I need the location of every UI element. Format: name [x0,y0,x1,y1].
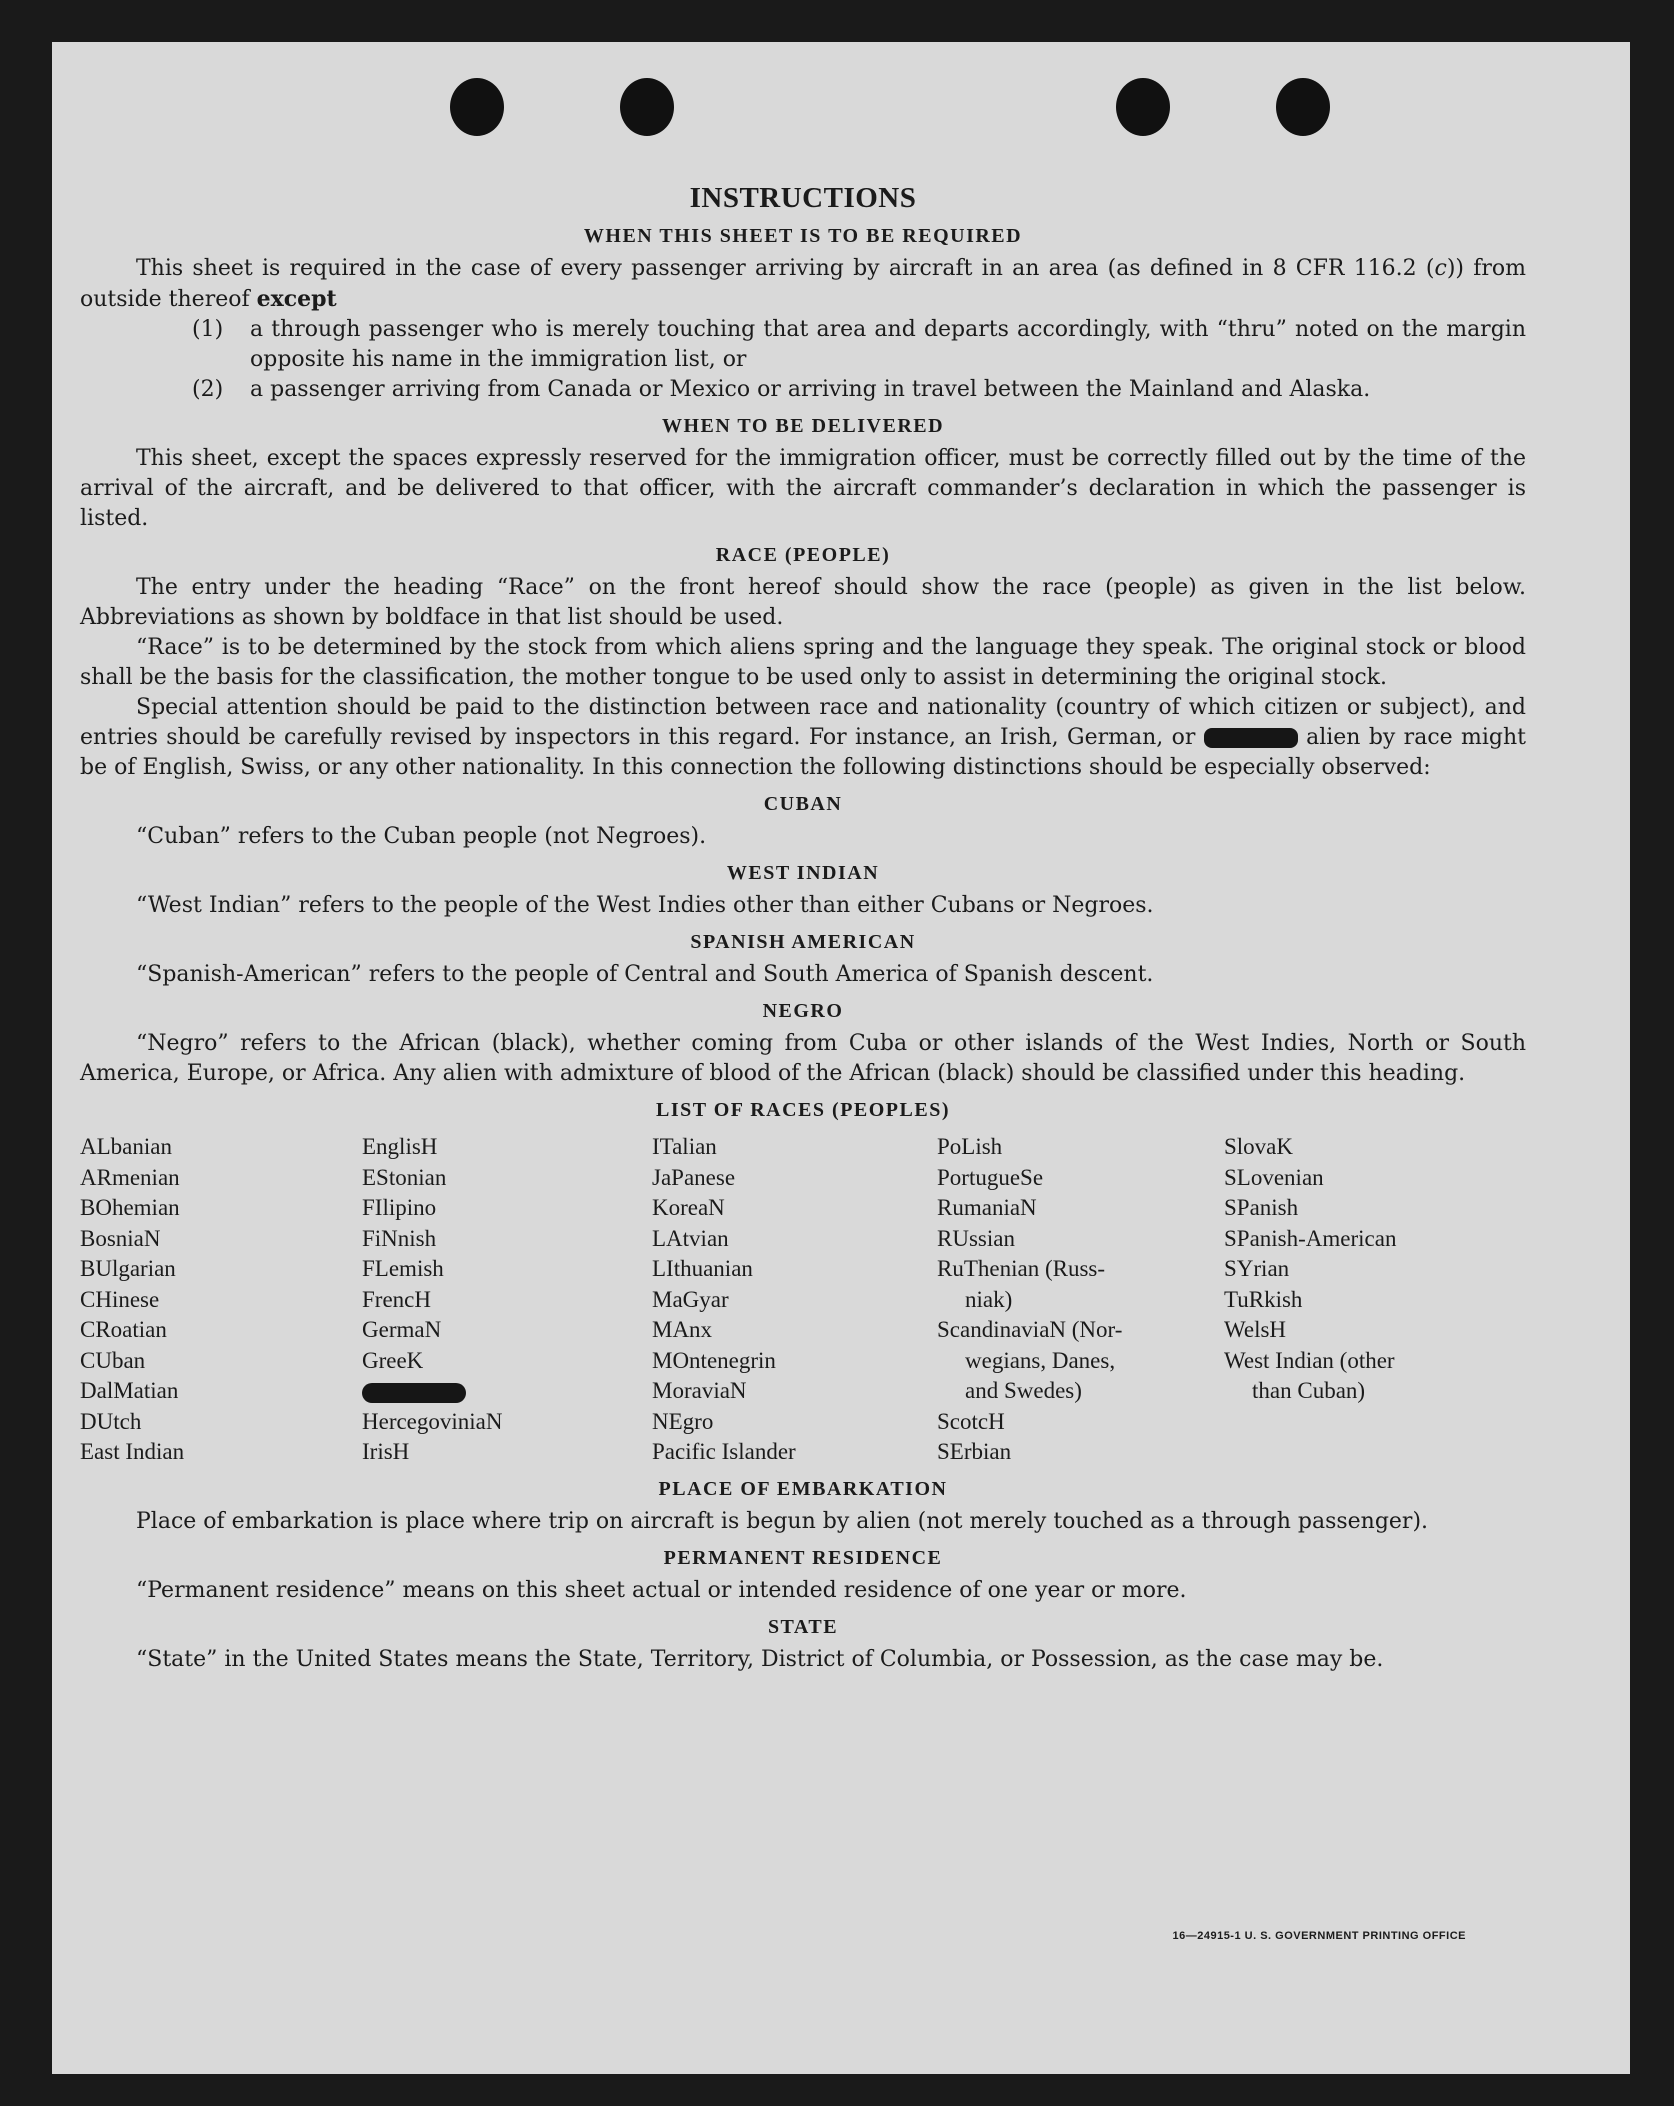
race-paragraph-1: The entry under the heading “Race” on the front hereof should show the race (people) as given in the list below. Abbreviations as shown by boldface in that list should be used. [80,575,1526,630]
section-heading-state: STATE [767,1615,839,1638]
race-item: ScandinaviaN (Nor- [937,1317,1123,1342]
race-item: EnglisH [362,1134,438,1159]
section-heading-embarkation: PLACE OF EMBARKATION [658,1477,948,1500]
race-item-continuation: and Swedes) [965,1378,1082,1403]
section-heading-spanish-american: SPANISH AMERICAN [690,931,916,953]
race-item: CRoatian [80,1317,167,1342]
exception-item-2: (2) a passenger arriving from Canada or Mexico or arriving in travel between the Mainland and Alaska. [192,377,1371,402]
section-heading-cuban: CUBAN [763,793,843,815]
race-item: PortugueSe [937,1164,1044,1190]
race-column-1 [80,1132,362,1468]
embarkation-text: Place of embarkation is place where trip on aircraft is begun by alien (not merely touched as a through passenger). [136,1508,1429,1534]
race-item: RumaniaN [937,1195,1037,1220]
race-item: ScotcH [937,1408,1005,1434]
cuban-text: “Cuban” refers to the Cuban people (not Negroes). [136,824,707,849]
punch-hole [1276,78,1330,136]
race-item: MaGyar [652,1286,729,1312]
instructions-content [80,182,1526,1675]
race-item-continuation: wegians, Danes, [965,1347,1116,1373]
race-item-redacted [362,1376,652,1407]
race-item: IrisH [362,1439,410,1464]
exception-item-1: (1) a through passenger who is merely touching that area and departs accordingly, with “thru” noted on the margin opposite his name in the immigration list, or [192,317,1526,372]
race-item: FrencH [362,1286,431,1312]
race-item: SLovenian [1224,1164,1324,1190]
punch-hole [620,78,674,136]
race-column-2 [362,1132,652,1468]
race-item: BOhemian [80,1195,180,1220]
race-item: EStonian [362,1164,447,1190]
race-item: DUtch [80,1408,142,1434]
race-item: SPanish [1224,1195,1299,1220]
race-list [80,1132,1526,1468]
section-heading-list-of-races: LIST OF RACES (PEOPLES) [655,1099,950,1121]
race-item: FIlipino [362,1195,437,1220]
race-item: MAnx [652,1317,713,1342]
page-title: INSTRUCTIONS [689,182,917,214]
race-item: RuThenian (Russ- [937,1256,1106,1281]
race-item: BosniaN [80,1225,161,1251]
race-column-4 [937,1132,1224,1468]
race-item: ITalian [652,1134,717,1159]
redaction-mark [362,1383,466,1403]
race-item: HercegoviniaN [362,1408,503,1434]
race-paragraph-2: “Race” is to be determined by the stock from which aliens spring and the language they speak. The original stock or blood shall be the basis for the classification, the mother tongue to be used only to assist in determining the original stock. [80,635,1526,690]
race-column-3 [652,1132,937,1468]
race-item: ARmenian [80,1164,180,1190]
race-item: FLemish [362,1256,444,1281]
race-item: RUssian [937,1225,1015,1251]
when-delivered-text: This sheet, except the spaces expressly reserved for the immigration officer, must be correctly filled out by the time of the arrival of the aircraft, and be delivered to that officer, with the aircraft commander’s declaration in which the passenger is listed. [80,446,1526,531]
race-item: SYrian [1224,1256,1290,1281]
section-heading-residence: PERMANENT RESIDENCE [663,1546,943,1569]
race-item: GermaN [362,1317,442,1342]
race-item: BUlgarian [80,1256,176,1281]
race-item: WelsH [1224,1317,1287,1342]
race-item: SErbian [937,1439,1012,1464]
section-heading-when-delivered: WHEN TO BE DELIVERED [661,415,945,437]
section-heading-race: RACE (PEOPLE) [715,544,891,566]
race-item: TuRkish [1224,1286,1303,1312]
race-item: PoLish [937,1134,1003,1159]
race-item: West Indian (other [1224,1347,1395,1373]
state-text: “State” in the United States means the State, Territory, District of Columbia, or Possession, as the case may be. [136,1646,1384,1672]
section-heading-west-indian: WEST INDIAN [726,862,880,884]
race-item: MOntenegrin [652,1347,776,1373]
section-heading-when-required: WHEN THIS SHEET IS TO BE REQUIRED [583,225,1023,247]
spanish-american-text: “Spanish-American” refers to the people of Central and South America of Spanish descent. [136,962,1154,987]
race-item: LIthuanian [652,1256,753,1281]
race-item: East Indian [80,1439,185,1464]
race-item: GreeK [362,1347,424,1373]
race-item: NEgro [652,1408,714,1434]
race-item: CUban [80,1347,146,1373]
punch-hole [1116,78,1170,136]
punch-hole [450,78,504,136]
race-item: SPanish-American [1224,1225,1397,1251]
printing-office-footer: 16—24915-1 U. S. GOVERNMENT PRINTING OFFICE [1172,1930,1466,1942]
redaction-mark [1204,728,1298,748]
race-paragraph-3: Special attention should be paid to the distinction between race and nationality (country of which citizen or subject), and entries should be carefully revised by inspectors in this regard. For instance, an Irish, German, or alien by race might be of English, Swiss, or any other nationality. In this connection the following distinctions should be especially observed: [80,695,1526,780]
race-item-continuation: than Cuban) [1252,1378,1366,1403]
race-item: ALbanian [80,1134,172,1159]
negro-text: “Negro” refers to the African (black), whether coming from Cuba or other islands of the West Indies, North or South America, Europe, or Africa. Any alien with admixture of blood of the African (black) should be classified under this heading. [80,1031,1526,1086]
when-required-intro: This sheet is required in the case of every passenger arriving by aircraft in an area (as defined in 8 CFR 116.2 (c)) from outside thereof except [80,256,1526,312]
race-item: FiNnish [362,1225,437,1251]
race-item: CHinese [80,1286,160,1312]
residence-text: “Permanent residence” means on this sheet actual or intended residence of one year or more. [136,1577,1187,1603]
race-item: JaPanese [652,1164,736,1190]
section-heading-negro: NEGRO [762,1000,844,1022]
race-item: Pacific Islander [652,1439,796,1464]
west-indian-text: “West Indian” refers to the people of the West Indies other than either Cubans or Negroes. [136,893,1154,918]
race-item: KoreaN [652,1195,725,1220]
race-item: SlovaK [1224,1134,1293,1159]
race-item: MoraviaN [652,1378,747,1403]
race-item: DalMatian [80,1378,179,1403]
race-column-5 [1224,1132,1524,1468]
document-sheet [52,42,1630,2074]
race-item-continuation: niak) [965,1286,1013,1312]
race-item: LAtvian [652,1225,729,1251]
